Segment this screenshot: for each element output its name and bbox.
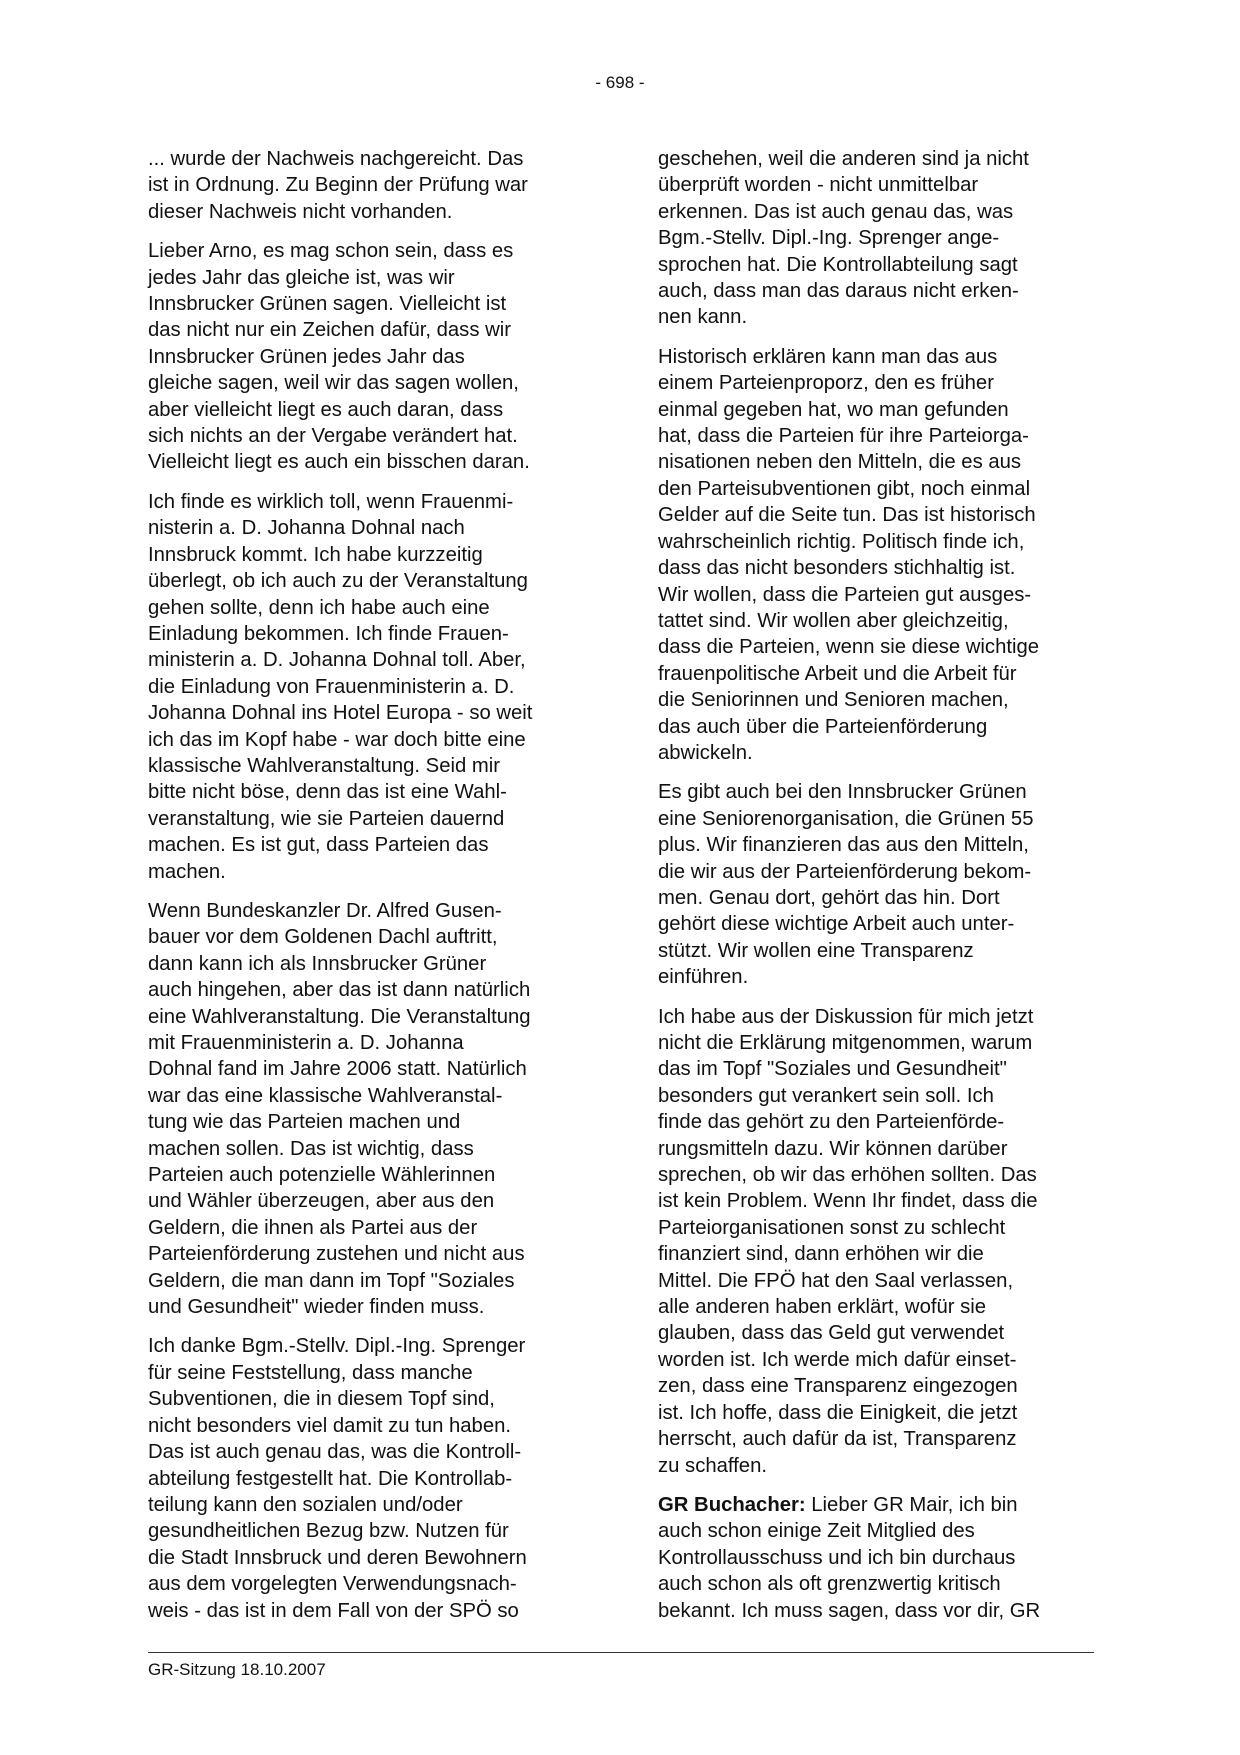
text-line: tung wie das Parteien machen und	[148, 1111, 461, 1134]
text-line: sprechen, ob wir das erhöhen sollten. Das	[658, 1164, 1037, 1187]
paragraph	[658, 779, 1094, 990]
text-line: das nicht nur ein Zeichen dafür, dass wir	[148, 319, 512, 342]
paragraph	[148, 489, 584, 885]
text-line: den Parteisubventionen gibt, noch einmal	[658, 477, 1031, 500]
text-line: jedes Jahr das gleiche ist, was wir	[148, 266, 455, 289]
text-line: eine Wahlveranstaltung. Die Veranstaltung	[148, 1005, 531, 1028]
text-line: Lieber Arno, es mag schon sein, dass es	[148, 240, 514, 263]
text-line: das im Topf "Soziales und Gesundheit"	[658, 1058, 1007, 1081]
text-line: ist in Ordnung. Zu Beginn der Prüfung war	[148, 174, 528, 197]
text-line: ... wurde der Nachweis nachgereicht. Das	[148, 148, 524, 170]
text-line: besonders gut verankert sein soll. Ich	[658, 1084, 994, 1107]
text-line: sprochen hat. Die Kontrollabteilung sagt	[658, 253, 1018, 276]
text-line: nicht besonders viel damit zu tun haben.	[148, 1414, 512, 1437]
text-line: dass die Parteien, wenn sie diese wichtige	[658, 636, 1040, 659]
paragraph	[148, 146, 584, 225]
text-line: teilung kann den sozialen und/oder	[148, 1493, 463, 1516]
text-line: herrscht, auch dafür da ist, Transparenz	[658, 1428, 1017, 1451]
left-column	[148, 146, 584, 1637]
text-line: die wir aus der Parteienförderung bekom-	[658, 860, 1032, 883]
text-line: zu schaffen.	[658, 1454, 767, 1477]
text-line: ist. Ich hoffe, dass die Einigkeit, die jetzt	[658, 1401, 1018, 1424]
text-line: auch, dass man das daraus nicht erken-	[658, 280, 1019, 303]
right-column	[658, 146, 1094, 1637]
text-line: Historisch erklären kann man das aus	[658, 345, 998, 368]
text-line: geschehen, weil die anderen sind ja nicht	[658, 148, 1029, 170]
text-line: frauenpolitische Arbeit und die Arbeit für	[658, 662, 1017, 685]
text-line: Subventionen, die in diesem Topf sind,	[148, 1388, 495, 1411]
speaker-label: GR Buchacher:	[658, 1493, 806, 1516]
text-line: machen sollen. Das ist wichtig, dass	[148, 1137, 474, 1160]
text-line: klassische Wahlveranstaltung. Seid mir	[148, 754, 501, 777]
text-line: Ich danke Bgm.-Stellv. Dipl.-Ing. Sprenger	[148, 1335, 526, 1358]
page-number: - 698 -	[595, 73, 645, 92]
text-line: rungsmitteln dazu. Wir können darüber	[658, 1137, 1008, 1160]
text-line: dass das nicht besonders stichhaltig ist.	[658, 557, 1016, 580]
text-line: Vielleicht liegt es auch ein bisschen daran.	[148, 451, 530, 474]
text-line: abteilung festgestellt hat. Die Kontrollab-	[148, 1467, 513, 1490]
text-line: Johanna Dohnal ins Hotel Europa - so weit	[148, 702, 533, 725]
text-line: Dohnal fand im Jahre 2006 statt. Natürlich	[148, 1058, 527, 1081]
text-line: wahrscheinlich richtig. Politisch finde ich,	[658, 530, 1025, 553]
text-line: Innsbrucker Grünen sagen. Vielleicht ist	[148, 293, 507, 316]
text-line: machen. Es ist gut, dass Parteien das	[148, 834, 489, 857]
text-line: bauer vor dem Goldenen Dachl auftritt,	[148, 926, 498, 949]
text-line: GR Buchacher: Lieber GR Mair, ich bin	[658, 1493, 1018, 1516]
text-line: auch hingehen, aber das ist dann natürlich	[148, 979, 531, 1002]
text-line: nen kann.	[658, 306, 748, 329]
text-line: men. Genau dort, gehört das hin. Dort	[658, 886, 1000, 909]
text-line: Wenn Bundeskanzler Dr. Alfred Gusen-	[148, 899, 502, 922]
text-line: Parteien auch potenzielle Wählerinnen	[148, 1164, 496, 1187]
text-line: nisationen neben den Mitteln, die es aus	[658, 451, 1022, 474]
text-line: nisterin a. D. Johanna Dohnal nach	[148, 517, 465, 540]
text-line: ministerin a. D. Johanna Dohnal toll. Aber,	[148, 649, 526, 672]
text-line: auch schon einige Zeit Mitglied des	[658, 1520, 975, 1543]
paragraph	[658, 344, 1094, 767]
text-line: ist kein Problem. Wenn Ihr findet, dass die	[658, 1190, 1038, 1213]
text-line: und Gesundheit" wieder finden muss.	[148, 1296, 485, 1319]
text-line: dieser Nachweis nicht vorhanden.	[148, 200, 453, 223]
text-line: ich das im Kopf habe - war doch bitte eine	[148, 728, 526, 751]
paragraph	[148, 1333, 584, 1623]
text-line: war das eine klassische Wahlveranstal-	[148, 1084, 503, 1107]
paragraph	[658, 1492, 1094, 1624]
text-line: tattet sind. Wir wollen aber gleichzeitig,	[658, 609, 1009, 632]
text-line: bekannt. Ich muss sagen, dass vor dir, GR	[658, 1599, 1041, 1622]
text-line: Wir wollen, dass die Parteien gut ausges-	[658, 583, 1032, 606]
paragraph	[658, 1004, 1094, 1479]
text-line: überprüft worden - nicht unmittelbar	[658, 174, 979, 197]
text-line: erkennen. Das ist auch genau das, was	[658, 200, 1014, 223]
text-line: einführen.	[658, 966, 749, 989]
paragraph	[148, 238, 584, 476]
text-line: nicht die Erklärung mitgenommen, warum	[658, 1032, 1033, 1054]
text-line: aber vielleicht liegt es auch daran, dass	[148, 398, 504, 421]
text-line: glauben, dass das Geld gut verwendet	[658, 1322, 1005, 1345]
text-line: hat, dass die Parteien für ihre Parteiorga-	[658, 425, 1029, 448]
text-line: gehört diese wichtige Arbeit auch unter-	[658, 913, 1015, 936]
text-line: veranstaltung, wie sie Parteien dauernd	[148, 807, 505, 830]
text-line: Das ist auch genau das, was die Kontroll-	[148, 1441, 522, 1464]
text-line: Geldern, die ihnen als Partei aus der	[148, 1216, 478, 1239]
text-line: für seine Feststellung, dass manche	[148, 1361, 473, 1384]
text-line: gesundheitlichen Bezug bzw. Nutzen für	[148, 1520, 509, 1543]
text-line: die Einladung von Frauenministerin a. D.	[148, 675, 515, 698]
text-line: die Stadt Innsbruck und deren Bewohnern	[148, 1546, 527, 1569]
text-line: gleiche sagen, weil wir das sagen wollen,	[148, 372, 519, 395]
text-line: finde das gehört zu den Parteienförde-	[658, 1111, 1005, 1134]
footer-session-date: GR-Sitzung 18.10.2007	[148, 1660, 326, 1679]
text-line: weis - das ist in dem Fall von der SPÖ so	[148, 1599, 519, 1622]
paragraph	[658, 146, 1094, 331]
text-line: die Seniorinnen und Senioren machen,	[658, 689, 1009, 712]
text-line: Mittel. Die FPÖ hat den Saal verlassen,	[658, 1269, 1014, 1292]
text-line: plus. Wir finanzieren das aus den Mitteln,	[658, 834, 1029, 857]
text-line: Kontrollausschuss und ich bin durchaus	[658, 1546, 1016, 1569]
text-line: Bgm.-Stellv. Dipl.-Ing. Sprenger ange-	[658, 227, 1000, 250]
text-line: stützt. Wir wollen eine Transparenz	[658, 939, 974, 962]
text-line: Ich habe aus der Diskussion für mich jetzt	[658, 1005, 1034, 1028]
text-line: Ich finde es wirklich toll, wenn Frauenmi-	[148, 490, 514, 513]
text-line: Geldern, die man dann im Topf "Soziales	[148, 1269, 515, 1292]
text-line: bitte nicht böse, denn das ist eine Wahl-	[148, 781, 507, 804]
text-line: eine Seniorenorganisation, die Grünen 55	[658, 807, 1034, 830]
text-line: alle anderen haben erklärt, wofür sie	[658, 1296, 987, 1319]
text-line: Es gibt auch bei den Innsbrucker Grünen	[658, 781, 1027, 804]
text-line: mit Frauenministerin a. D. Johanna	[148, 1032, 464, 1054]
text-line: machen.	[148, 860, 226, 883]
text-line: aus dem vorgelegten Verwendungsnach-	[148, 1573, 517, 1596]
paragraph	[148, 898, 584, 1321]
text-line: einem Parteienproporz, den es früher	[658, 372, 994, 395]
text-line: Gelder auf die Seite tun. Das ist historisch	[658, 504, 1036, 527]
text-line: Parteienförderung zustehen und nicht aus	[148, 1243, 525, 1266]
text-line: Parteiorganisationen sonst zu schlecht	[658, 1216, 1006, 1239]
text-line: abwickeln.	[658, 741, 753, 764]
text-line: worden ist. Ich werde mich dafür einset-	[658, 1348, 1017, 1371]
footer-divider	[148, 1652, 1094, 1653]
text-line: Innsbruck kommt. Ich habe kurzzeitig	[148, 543, 483, 566]
text-line: gehen sollte, denn ich habe auch eine	[148, 596, 490, 619]
text-line: überlegt, ob ich auch zu der Veranstaltung	[148, 570, 528, 593]
text-line: dann kann ich als Innsbrucker Grüner	[148, 952, 487, 975]
text-line: einmal gegeben hat, wo man gefunden	[658, 398, 1009, 421]
text-line: auch schon als oft grenzwertig kritisch	[658, 1573, 1001, 1596]
text-line: sich nichts an der Vergabe verändert hat.	[148, 425, 518, 448]
text-line: das auch über die Parteienförderung	[658, 715, 988, 738]
text-line: Einladung bekommen. Ich finde Frauen-	[148, 622, 509, 645]
text-line: Innsbrucker Grünen jedes Jahr das	[148, 345, 465, 368]
text-line: und Wähler überzeugen, aber aus den	[148, 1190, 495, 1213]
text-line: finanziert sind, dann erhöhen wir die	[658, 1243, 984, 1266]
text-line: zen, dass eine Transparenz eingezogen	[658, 1375, 1018, 1398]
